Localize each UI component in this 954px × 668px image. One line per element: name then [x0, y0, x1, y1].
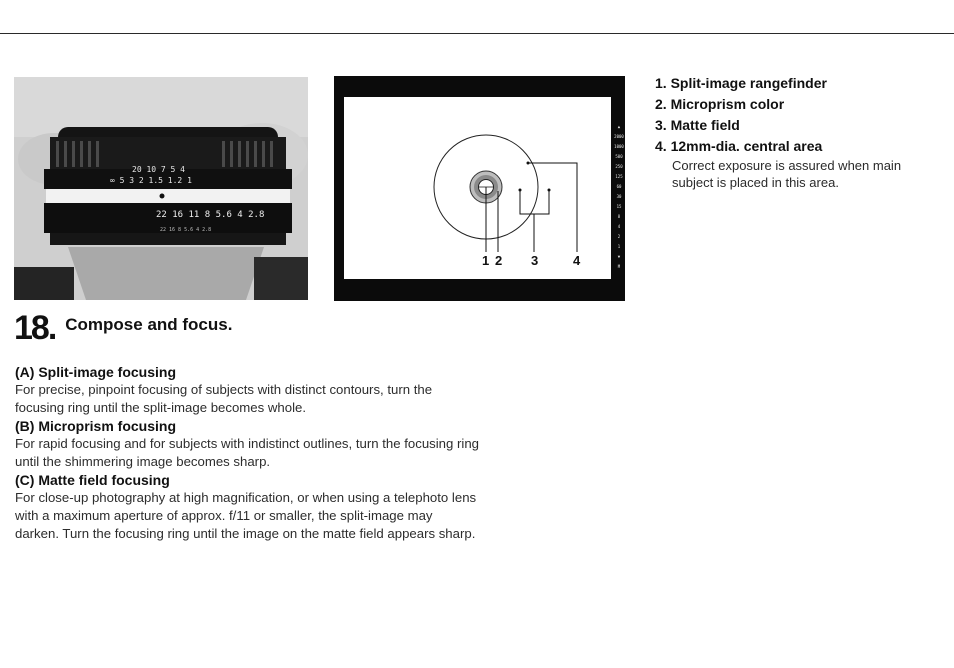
step-heading — [14, 309, 232, 347]
section-body-split-image: For precise, pinpoint focusing of subjects with distinct contours, turn the focusing ring until the split-image becomes whole. — [15, 382, 433, 415]
scale-up-arrow: ▲ — [617, 124, 621, 129]
focusing-screen-drawing — [344, 97, 611, 279]
legend-item-matte-field: 3. Matte field — [655, 117, 740, 133]
callout-4: 4 — [573, 253, 581, 268]
aperture-scale: 22 16 11 8 5.6 4 2.8 — [156, 210, 265, 220]
callout-2: 2 — [495, 253, 503, 268]
step-title: Compose and focus. — [65, 315, 233, 334]
callout-3: 3 — [531, 253, 539, 268]
distance-scale-lower: ∞ 5 3 2 1.5 1.2 1 — [110, 176, 192, 185]
step-number: 18. — [14, 309, 56, 347]
lens-photo — [14, 77, 308, 300]
section-body-microprism: For rapid focusing and for subjects with indistinct outlines, turn the focusing ring until the shimmering image becomes sharp. — [15, 436, 480, 469]
section-body-matte-field: For close-up photography at high magnification, or when using a telephoto lens with a maximum aperture of approx. f/11 or smaller, the split-image may darken. Turn the focusing ring until the image on the matte field appears sharp. — [15, 490, 477, 541]
legend-item-microprism: 2. Microprism color — [655, 96, 785, 112]
small-aperture-scale: 22 16 8 5.6 4 2.8 — [160, 227, 212, 233]
viewfinder-diagram — [334, 76, 625, 301]
callout-1: 1 — [482, 253, 490, 268]
legend-item-split-image: 1. Split-image rangefinder — [655, 75, 827, 91]
distance-scale-upper: 20 10 7 5 4 — [132, 165, 185, 174]
section-title-split-image: (A) Split-image focusing — [15, 364, 176, 380]
shutter-speed-scale: ▲ 2000 1000 500 250 125 60 30 15 8 4 2 1 ▼ M — [614, 124, 624, 269]
viewfinder-screen — [344, 97, 611, 279]
viewfinder-legend — [655, 73, 945, 191]
legend-note: Correct exposure is assured when main subject is placed in this area. — [672, 158, 902, 190]
scale-down-arrow: ▼ — [617, 254, 621, 259]
section-title-matte-field: (C) Matte field focusing — [15, 472, 170, 488]
lens-illustration — [14, 77, 308, 300]
legend-item-central-area: 4. 12mm-dia. central area — [655, 138, 823, 154]
top-rule — [0, 33, 954, 34]
focusing-sections — [15, 363, 480, 543]
section-title-microprism: (B) Microprism focusing — [15, 418, 177, 434]
